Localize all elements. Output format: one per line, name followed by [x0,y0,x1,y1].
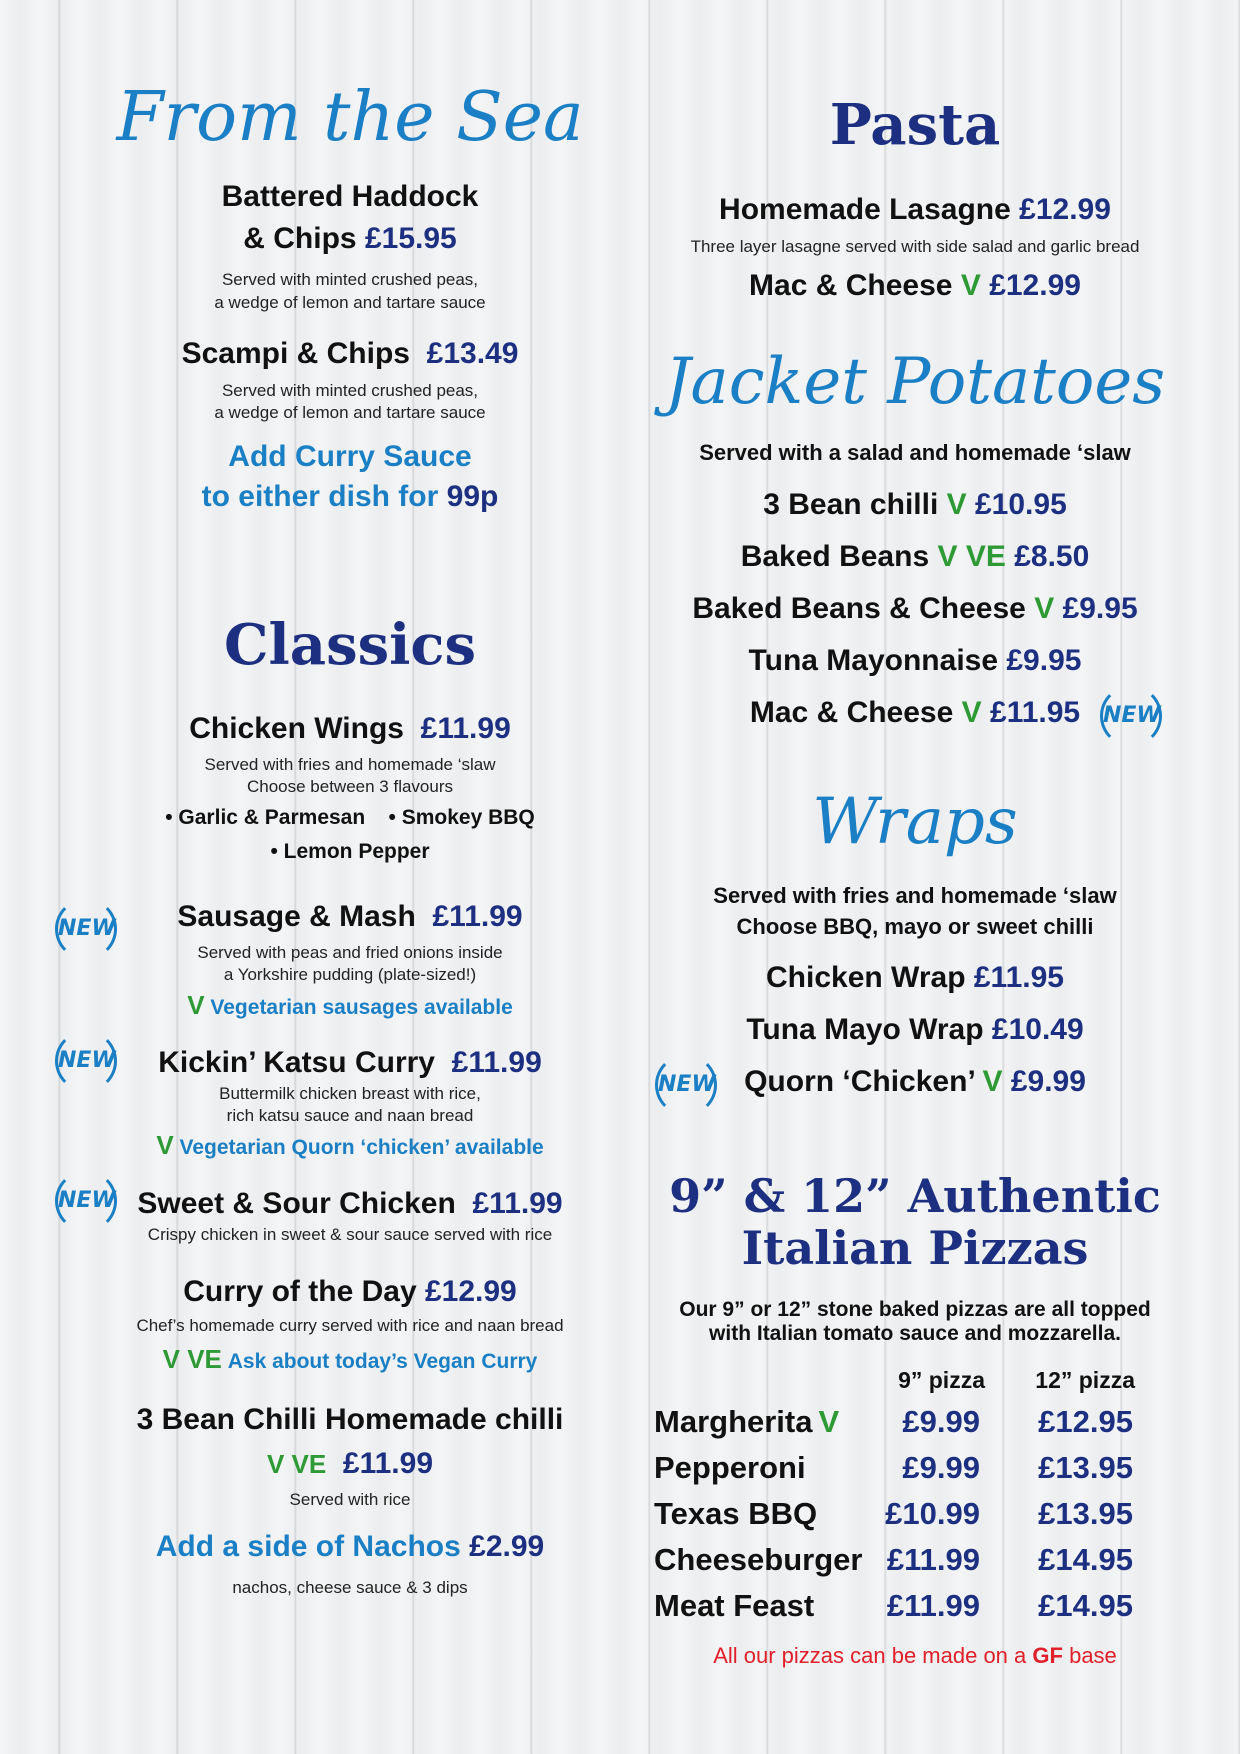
sausage-name: Sausage & Mash [177,900,416,933]
pizza-row [650,1496,1180,1536]
jacket-item-price: £9.95 [1006,644,1082,677]
katsu-price: £11.99 [451,1046,542,1079]
haddock-price: £15.95 [364,222,457,255]
jacket-item-tag: V [961,696,982,729]
pizza-price-12: £14.95 [1038,1542,1133,1577]
wraps-item [650,1065,1180,1099]
pizza-price-9: £9.99 [902,1450,980,1485]
pizza-name-text: Margherita [654,1404,813,1439]
pizza-price-9: £11.99 [886,1542,980,1577]
jacket-item-tag: V [946,488,967,521]
sausage-price: £11.99 [432,900,523,933]
pizza-row [650,1542,1180,1582]
jacket-item-name: 3 Bean chilli [763,488,939,521]
pizza-header [650,1367,1180,1397]
sweetsour-desc: Crispy chicken in sweet & sour sauce served with rice [147,1225,553,1244]
jacket-subtitle: Served with a salad and homemade ‘slaw [699,440,1131,465]
pizza-col-9: 9” pizza [898,1367,985,1393]
wings-price: £11.99 [420,712,511,745]
jacket-item [650,540,1180,574]
jacket-item-name: Mac & Cheese [749,696,954,729]
katsu-veg-row [60,1130,640,1161]
lasagne-desc: Three layer lasagne served with side salad and garlic bread [690,237,1140,256]
section-title-pizza [650,1170,1180,1274]
katsu-line [60,1046,640,1080]
scampi-desc2: a wedge of lemon and tartare sauce [214,403,486,422]
pizza-name-text: Meat Feast [654,1588,815,1623]
katsu-v-tag: V [156,1130,174,1160]
section-title-classics: Classics [223,612,477,678]
lasagne-line [650,193,1180,227]
pizza-title-line1: 9” & 12” Authentic [669,1169,1161,1223]
nachos-line [60,1530,640,1564]
sausage-desc1: Served with peas and fried onions inside [197,943,503,962]
pizza-name [654,1496,817,1532]
wraps-item-tag: V [982,1065,1003,1098]
cotd-name: Curry of the Day [183,1275,417,1308]
wraps-item-price: £11.95 [973,961,1064,994]
new-badge-sausage: NEW [55,898,117,960]
gf-note-post: base [1069,1643,1117,1668]
section-title-pasta: Pasta [829,92,1001,158]
jacket-item-name: Tuna Mayonnaise [748,644,999,677]
pizza-veg-tag: V [818,1404,840,1439]
haddock-desc2: a wedge of lemon and tartare sauce [214,293,486,312]
pasta-mac-v: V [960,269,981,302]
flavour-garlic: • Garlic & Parmesan [165,806,366,829]
pizza-name [654,1404,839,1440]
jacket-item-price: £11.95 [990,696,1081,729]
new-badge-jacket-mac: NEW [1100,685,1162,747]
jacket-item [650,644,1180,678]
pizza-desc1: Our 9” or 12” stone baked pizzas are all topped [679,1298,1151,1321]
wraps-item-name: Quorn ‘Chicken’ [744,1065,975,1098]
cotd-note: Ask about today’s Vegan Curry [227,1350,538,1373]
nachos-label: Add a side of Nachos [155,1530,461,1563]
cotd-vegan-row [60,1344,640,1375]
scampi-name: Scampi & Chips [181,337,410,370]
pizza-row [650,1450,1180,1490]
katsu-veg-note: Vegetarian Quorn ‘chicken’ available [179,1136,544,1159]
wings-desc2: Choose between 3 flavours [246,777,454,796]
curry-add-text: to either dish for [201,480,439,513]
section-title-jacket: Jacket Potatoes [664,345,1166,419]
sausage-v-tag: V [187,990,205,1020]
section-title-wraps: Wraps [812,785,1018,859]
wraps-item-price: £10.49 [991,1013,1084,1046]
wraps-item-name: Tuna Mayo Wrap [746,1013,984,1046]
sausage-veg-row [60,990,640,1021]
scampi-desc1: Served with minted crushed peas, [221,381,479,400]
cotd-desc: Chef’s homemade curry served with rice and naan bread [136,1316,564,1335]
wings-flavours-row1 [60,806,640,830]
jacket-item-tag: V [1034,592,1055,625]
pizza-price-12: £13.95 [1038,1450,1133,1485]
sweetsour-name: Sweet & Sour Chicken [137,1187,456,1220]
sweetsour-price: £11.99 [472,1187,563,1220]
pizza-price-12: £14.95 [1038,1588,1133,1623]
cotd-vve-tag: V VE [162,1344,222,1374]
jacket-item-name: Baked Beans & Cheese [692,592,1026,625]
cotd-line [60,1275,640,1309]
wings-name: Chicken Wings [189,712,404,745]
pasta-mac-line [650,269,1180,303]
pizza-price-9: £11.99 [886,1588,980,1623]
curry-add-line1: Add Curry Sauce [228,440,472,473]
pizza-row [650,1588,1180,1628]
chilli-price: £11.99 [342,1447,434,1480]
sweetsour-line [60,1187,640,1221]
chilli-name: 3 Bean Chilli Homemade chilli [136,1403,564,1436]
gf-note-strong: GF [1032,1643,1063,1668]
wraps-sub2: Choose BBQ, mayo or sweet chilli [736,914,1094,939]
jacket-item-price: £8.50 [1014,540,1090,573]
wraps-item-price: £9.99 [1010,1065,1086,1098]
wraps-sub1: Served with fries and homemade ‘slaw [713,883,1117,908]
pizza-price-12: £13.95 [1038,1496,1133,1531]
scampi-line [60,337,640,371]
new-badge-quorn: NEW [655,1054,717,1116]
pizza-name-text: Texas BBQ [654,1496,818,1531]
pasta-mac-name: Mac & Cheese [749,269,953,302]
curry-add-price: 99p [446,480,499,513]
curry-add-line2 [60,480,640,514]
wraps-item-name: Chicken Wrap [766,961,966,994]
katsu-name: Kickin’ Katsu Curry [158,1046,435,1079]
chilli-desc: Served with rice [289,1490,411,1509]
lasagne-price: £12.99 [1019,193,1111,226]
haddock-line1: Battered Haddock [221,180,479,213]
pizza-col-12: 12” pizza [1035,1367,1135,1393]
jacket-item [650,592,1180,626]
section-title-sea: From the Sea [116,78,584,157]
jacket-item-price: £10.95 [975,488,1067,521]
pizza-name [654,1542,862,1578]
nachos-desc: nachos, cheese sauce & 3 dips [232,1578,468,1597]
flavour-lemon: • Lemon Pepper [270,840,430,863]
katsu-desc1: Buttermilk chicken breast with rice, [219,1084,481,1103]
cotd-price: £12.99 [424,1275,517,1308]
pizza-price-9: £9.99 [902,1404,980,1439]
jacket-item [650,488,1180,522]
sausage-line [60,900,640,934]
haddock-line2 [60,222,640,256]
pizza-name-text: Cheeseburger [654,1542,863,1577]
wings-line [60,712,640,746]
lasagne-name: Homemade Lasagne [719,193,1011,226]
flavour-bbq: • Smokey BBQ [388,806,535,829]
jacket-item-name: Baked Beans [740,540,930,573]
jacket-item-price: £9.95 [1062,592,1138,625]
pizza-row [650,1404,1180,1444]
new-badge-katsu: NEW [55,1030,117,1092]
pasta-mac-price: £12.99 [989,269,1081,302]
haddock-line2-text: & Chips [243,222,357,255]
pizza-price-12: £12.95 [1038,1404,1133,1439]
gf-note [650,1643,1180,1669]
sausage-veg-note: Vegetarian sausages available [210,996,513,1019]
wraps-item [650,961,1180,995]
jacket-item-tag: V VE [937,540,1006,573]
wraps-item [650,1013,1180,1047]
new-badge-sweetsour: NEW [55,1170,117,1232]
pizza-name [654,1588,814,1624]
pizza-price-9: £10.99 [885,1496,980,1531]
katsu-desc2: rich katsu sauce and naan bread [226,1106,474,1125]
haddock-desc1: Served with minted crushed peas, [221,270,479,289]
scampi-price: £13.49 [426,337,519,370]
pizza-name-text: Pepperoni [654,1450,806,1485]
chilli-vve-tag: V VE [266,1449,327,1479]
chilli-price-row [60,1447,640,1481]
pizza-title-line2: Italian Pizzas [741,1221,1089,1275]
gf-note-pre: All our pizzas can be made on a [713,1643,1027,1668]
pizza-name [654,1450,806,1486]
pizza-desc2: with Italian tomato sauce and mozzarella. [709,1322,1121,1345]
nachos-price: £2.99 [469,1530,545,1563]
sausage-desc2: a Yorkshire pudding (plate-sized!) [223,965,477,984]
wings-desc1: Served with fries and homemade ‘slaw [204,755,496,774]
